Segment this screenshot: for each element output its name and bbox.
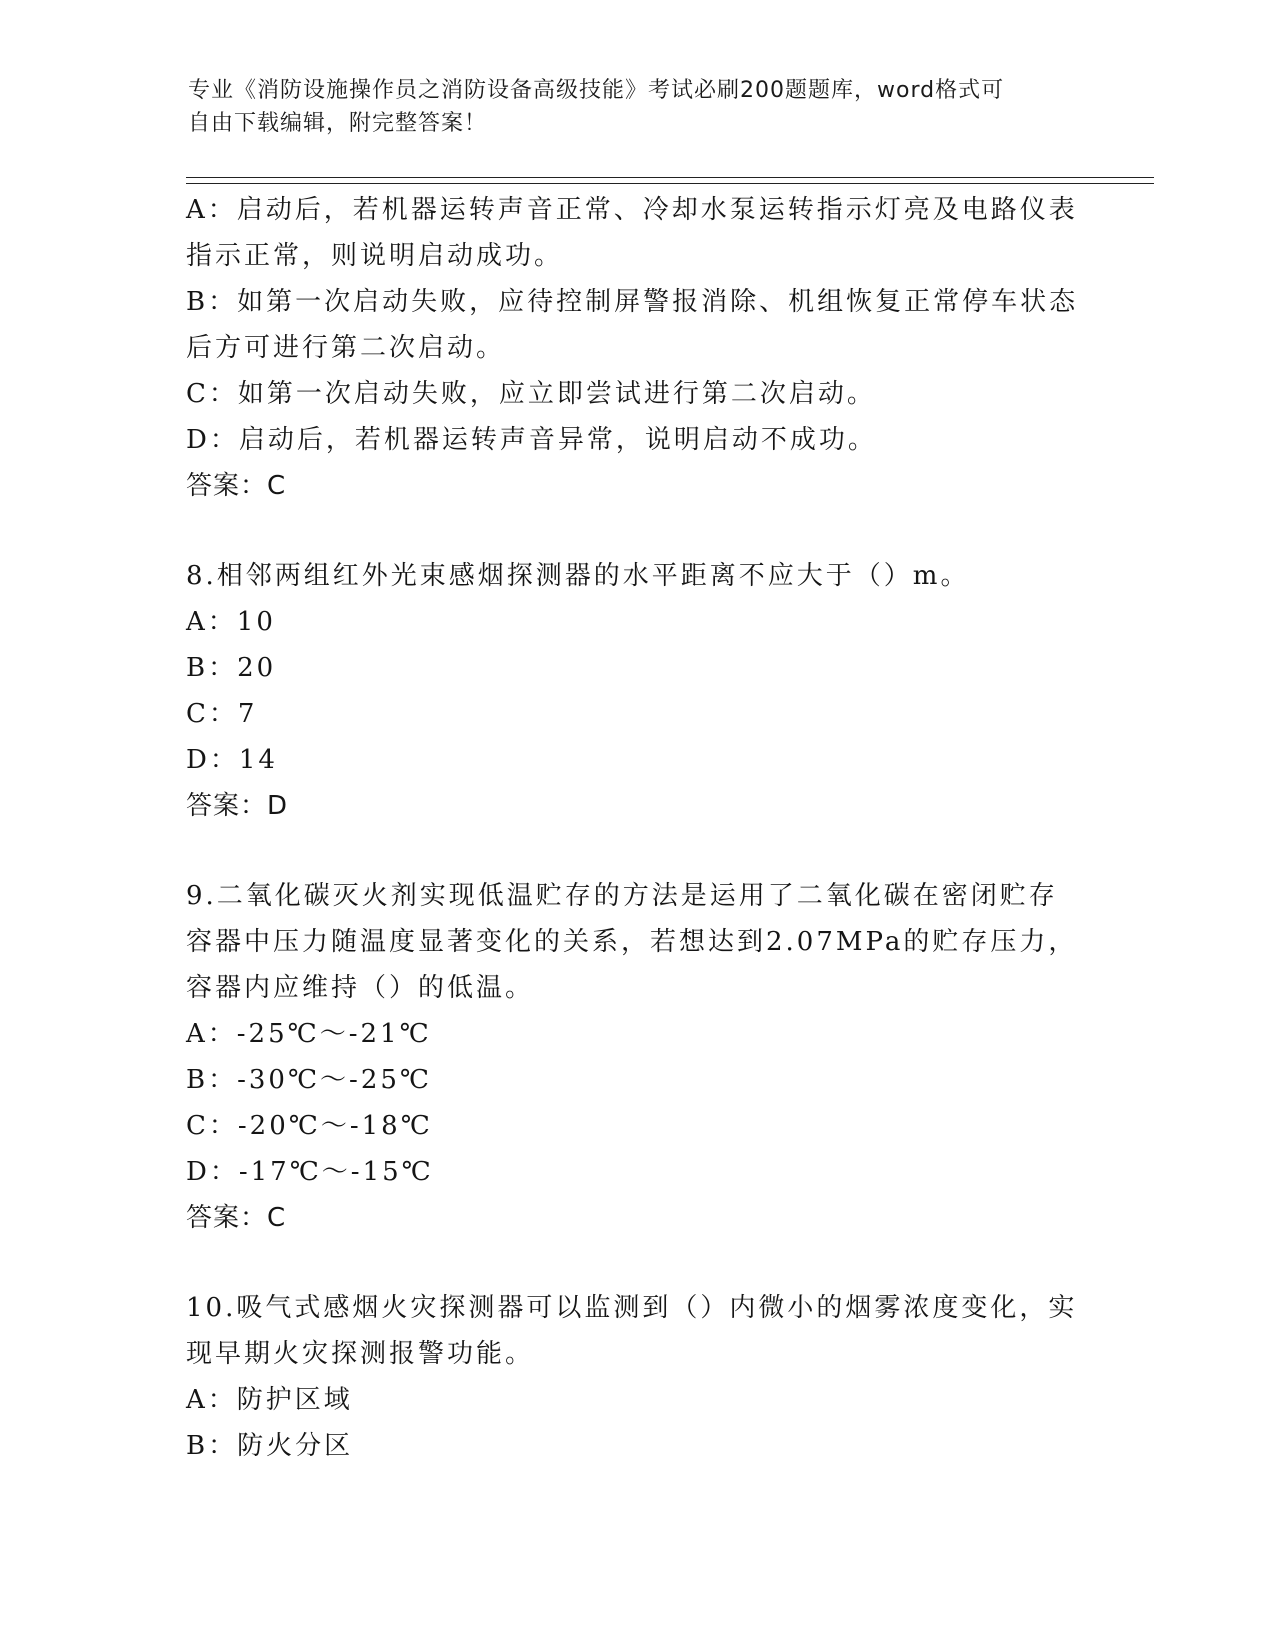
option-d: D：14 (186, 745, 278, 775)
option-a: A：防护区域 (186, 1385, 353, 1415)
question-text-line-1: 10.吸气式感烟火灾探测器可以监测到（）内微小的烟雾浓度变化，实 (186, 1293, 1078, 1323)
option-c: C：-20℃～-18℃ (186, 1111, 433, 1141)
question-spacer (186, 829, 1086, 873)
question-10 (186, 1285, 1086, 1469)
question-text-line-3: 容器内应维持（）的低温。 (186, 973, 535, 1003)
answer-line: 答案：C (186, 1203, 287, 1233)
header-line-1: 专业《消防设施操作员之消防设备高级技能》考试必刷200题题库，word格式可 (188, 78, 1005, 103)
answer-line: 答案：D (186, 791, 289, 821)
option-c: C：7 (186, 699, 258, 729)
option-a-line-2: 指示正常，则说明启动成功。 (186, 241, 564, 271)
question-text-line-2: 容器中压力随温度显著变化的关系，若想达到2.07MPa的贮存压力， (186, 927, 1078, 957)
question-8 (186, 553, 1086, 829)
option-d: D：启动后，若机器运转声音异常，说明启动不成功。 (186, 425, 877, 455)
header-divider-top (186, 177, 1154, 178)
option-b-line-2: 后方可进行第二次启动。 (186, 333, 506, 363)
option-b: B：20 (186, 653, 277, 683)
option-a: A：-25℃～-21℃ (186, 1019, 432, 1049)
question-text-line-2: 现早期火灾探测报警功能。 (186, 1339, 535, 1369)
header-divider-bottom (186, 183, 1154, 184)
question-text: 8.相邻两组红外光束感烟探测器的水平距离不应大于（）m。 (186, 561, 970, 591)
document-body (186, 187, 1086, 1469)
option-b: B：-30℃～-25℃ (186, 1065, 433, 1095)
question-9 (186, 873, 1086, 1241)
document-header (188, 74, 1088, 140)
question-spacer (186, 509, 1086, 553)
option-a: A：10 (186, 607, 276, 637)
question-7-continued (186, 187, 1086, 509)
question-text-line-1: 9.二氧化碳灭火剂实现低温贮存的方法是运用了二氧化碳在密闭贮存 (186, 881, 1058, 911)
question-spacer (186, 1241, 1086, 1285)
option-c: C：如第一次启动失败，应立即尝试进行第二次启动。 (186, 379, 876, 409)
option-a-line-1: A：启动后，若机器运转声音正常、冷却水泵运转指示灯亮及电路仪表 (186, 195, 1078, 225)
header-line-2: 自由下载编辑，附完整答案！ (188, 111, 488, 136)
answer-line: 答案：C (186, 471, 287, 501)
option-b: B：防火分区 (186, 1431, 354, 1461)
option-b-line-1: B：如第一次启动失败，应待控制屏警报消除、机组恢复正常停车状态 (186, 287, 1079, 317)
option-d: D：-17℃～-15℃ (186, 1157, 434, 1187)
